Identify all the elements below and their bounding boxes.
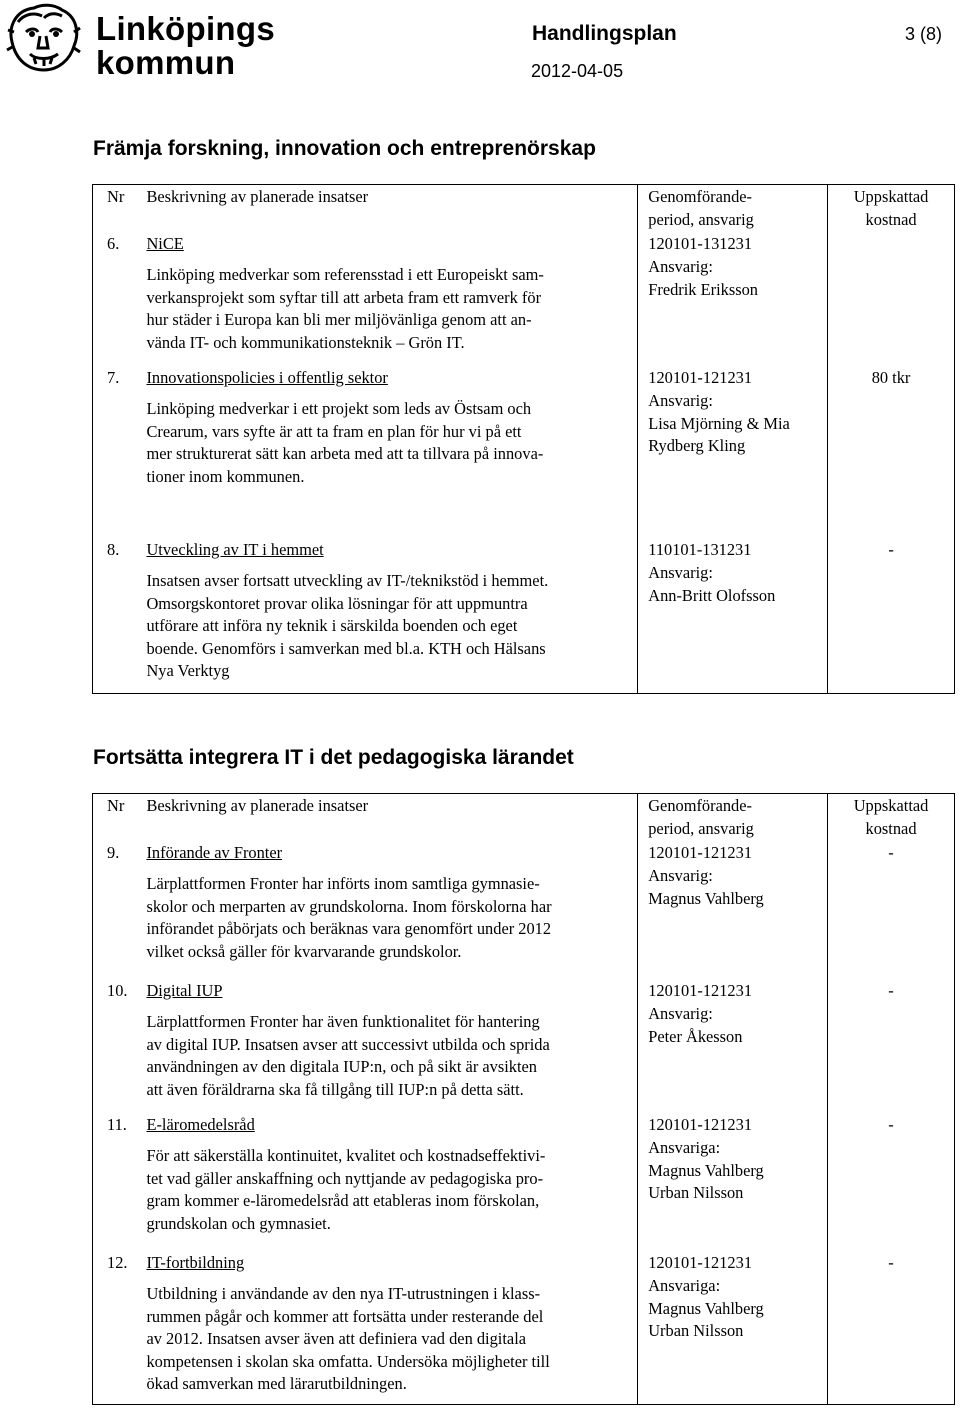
section-1-rows: [93, 233, 955, 694]
description-line: verkansprojekt som syftar till att arbeta fram ett ramverk för: [146, 287, 542, 307]
row-cost: -: [888, 980, 894, 1000]
row-number-cell: [93, 1114, 147, 1252]
table-row: [93, 980, 955, 1114]
description-line: att även föräldrarna ska få tillgång till IUP:n på detta sätt.: [146, 1079, 524, 1099]
row-period-cell: [638, 539, 828, 694]
row-number-cell: [93, 1252, 147, 1405]
row-number: 12.: [107, 1252, 128, 1272]
row-description-cell: [146, 980, 637, 1114]
row-period: 120101-131231: [648, 233, 753, 253]
row-period-cell: [638, 233, 828, 367]
responsible-label: Ansvariga:: [648, 1138, 721, 1157]
description-line: rummen pågår och kommer att fortsätta under resterande del: [146, 1306, 544, 1326]
row-description-cell: [146, 539, 637, 694]
row-cost: 80 tkr: [871, 367, 911, 387]
responsible-name: Urban Nilsson: [648, 1183, 744, 1202]
description-line: av digital IUP. Insatsen avser att successivt utbilda och sprida: [146, 1034, 550, 1054]
responsible-name: Magnus Vahlberg: [648, 1298, 764, 1318]
description-line: av 2012. Insatsen avser även att definiera vad den digitala: [146, 1329, 527, 1348]
document-title: Handlingsplan: [532, 22, 677, 45]
col-period-header-line-2: period, ansvarig: [648, 209, 754, 229]
col-desc-header: Beskrivning av planerade insatser: [146, 796, 369, 815]
responsible-name: Ann-Britt Olofsson: [648, 585, 776, 605]
brand-name: [96, 12, 275, 80]
row-cost-cell: [828, 1114, 955, 1252]
row-description: [146, 398, 637, 488]
description-line: Lärplattformen Fronter har även funktionalitet för hantering: [146, 1012, 540, 1031]
col-period-header: [638, 185, 828, 233]
col-cost-header: [828, 794, 955, 842]
row-cost-cell: [828, 842, 955, 980]
description-line: Crearum, vars syfte är att ta fram en plan för hur vi på ett: [146, 421, 522, 441]
row-description-cell: [146, 1252, 637, 1405]
row-period: 110101-131231: [648, 539, 752, 559]
description-line: Omsorgskontoret provar olika lösningar för att uppmuntra: [146, 593, 528, 613]
row-period-cell: [638, 367, 828, 539]
linkoping-lion-logo: [4, 2, 82, 74]
row-cost-cell: [828, 233, 955, 367]
row-period-cell: [638, 1114, 828, 1252]
description-line: gram kommer e-läromedelsråd att etableras inom förskolan,: [146, 1191, 540, 1210]
table-row: [93, 1252, 955, 1405]
description-line: vända IT- och kommunikationsteknik – Grön IT.: [146, 332, 465, 352]
table-header-row: [93, 794, 955, 842]
responsible-name: Lisa Mjörning & Mia: [648, 413, 790, 433]
description-line: tet vad gäller anskaffning och nyttjande av pedagogiska pro-: [146, 1168, 544, 1188]
row-number-cell: [93, 367, 147, 539]
responsible-label: Ansvariga:: [648, 1276, 721, 1295]
description-line: tioner inom kommunen.: [146, 466, 305, 486]
col-period-header-line-1: Genomförande-: [648, 187, 753, 206]
description-line: Linköping medverkar som referensstad i ett Europeiskt sam-: [146, 265, 544, 284]
description-line: vilket också gäller för kvarvarande grundskolor.: [146, 941, 462, 961]
table-row: [93, 1114, 955, 1252]
table-row: [93, 539, 955, 694]
col-cost-header-line-1: Uppskattad: [853, 187, 929, 206]
document-date: 2012-04-05: [531, 61, 624, 81]
row-title: Utveckling av IT i hemmet: [146, 539, 324, 559]
row-title: IT-fortbildning: [146, 1252, 245, 1272]
row-number-cell: [93, 842, 147, 980]
row-number: 10.: [107, 980, 128, 1000]
row-period: 120101-121231: [648, 1114, 753, 1134]
row-title: Innovationspolicies i offentlig sektor: [146, 367, 388, 387]
description-line: Utbildning i användande av den nya IT-utrustningen i klass-: [146, 1284, 541, 1303]
col-cost-header-line-1: Uppskattad: [853, 796, 929, 815]
row-number-cell: [93, 980, 147, 1114]
table-row: [93, 842, 955, 980]
description-line: För att säkerställa kontinuitet, kvalitet och kostnadseffektivi-: [146, 1146, 546, 1165]
brand-line-1: Linköpings: [96, 10, 275, 47]
row-cost: -: [888, 1114, 894, 1134]
col-desc-header: Beskrivning av planerade insatser: [146, 187, 369, 206]
section-1-table: [92, 184, 955, 694]
row-period: 120101-121231: [648, 842, 753, 862]
section-2-table: [92, 793, 955, 1405]
table-header-row: [93, 185, 955, 233]
row-cost: -: [888, 1252, 894, 1272]
responsible-label: Ansvarig:: [648, 1004, 713, 1023]
row-cost-cell: [828, 367, 955, 539]
row-number: 9.: [107, 842, 120, 862]
col-cost-header: [828, 185, 955, 233]
row-number: 6.: [107, 233, 120, 253]
description-line: boende. Genomförs i samverkan med bl.a. KTH och Hälsans: [146, 638, 546, 658]
row-description: [146, 1011, 637, 1101]
row-title: Digital IUP: [146, 980, 223, 1000]
row-description: [146, 570, 637, 683]
section-1-title: Främja forskning, innovation och entreprenörskap: [93, 137, 596, 160]
section-2-title: Fortsätta integrera IT i det pedagogiska lärandet: [93, 746, 574, 769]
row-cost-cell: [828, 539, 955, 694]
col-nr-header: Nr: [107, 796, 125, 815]
brand-line-2: kommun: [96, 44, 236, 81]
responsible-name: Rydberg Kling: [648, 436, 746, 455]
description-line: hur städer i Europa kan bli mer miljövänliga genom att an-: [146, 310, 532, 329]
responsible-label: Ansvarig:: [648, 563, 713, 582]
col-period-header: [638, 794, 828, 842]
row-number: 7.: [107, 367, 120, 387]
description-line: kompetensen i skolan ska omfatta. Undersöka möjligheter till: [146, 1351, 550, 1371]
responsible-label: Ansvarig:: [648, 257, 713, 276]
col-cost-header-line-2: kostnad: [865, 818, 917, 838]
description-line: mer strukturerat sätt kan arbeta med att ta tillvara på innova-: [146, 444, 544, 463]
row-period: 120101-121231: [648, 367, 753, 387]
responsible-label: Ansvarig:: [648, 391, 713, 410]
responsible-name: Urban Nilsson: [648, 1321, 744, 1340]
col-cost-header-line-2: kostnad: [865, 209, 917, 229]
row-description-cell: [146, 233, 637, 367]
row-period: 120101-121231: [648, 1252, 753, 1272]
description-line: Linköping medverkar i ett projekt som leds av Östsam och: [146, 399, 532, 418]
row-number-cell: [93, 539, 147, 694]
col-nr-header: Nr: [107, 187, 125, 206]
table-row: [93, 233, 955, 367]
description-line: Nya Verktyg: [146, 661, 230, 680]
row-description: [146, 1145, 637, 1235]
description-line: Lärplattformen Fronter har införts inom samtliga gymnasie-: [146, 874, 540, 893]
responsible-name: Magnus Vahlberg: [648, 1160, 764, 1180]
responsible-name: Peter Åkesson: [648, 1026, 743, 1046]
row-title: Införande av Fronter: [146, 842, 283, 862]
description-line: Insatsen avser fortsatt utveckling av IT-/teknikstöd i hemmet.: [146, 571, 549, 590]
row-description-cell: [146, 367, 637, 539]
row-number: 11.: [107, 1114, 127, 1134]
col-period-header-line-1: Genomförande-: [648, 796, 752, 815]
row-description: [146, 873, 637, 963]
row-number-cell: [93, 233, 147, 367]
row-number: 8.: [107, 539, 120, 559]
row-description-cell: [146, 1114, 637, 1252]
col-period-header-line-2: period, ansvarig: [648, 818, 754, 838]
row-title: E-läromedelsråd: [146, 1114, 255, 1134]
row-period-cell: [638, 1252, 828, 1405]
section-2-rows: [93, 842, 955, 1405]
row-title: NiCE: [146, 233, 184, 253]
row-cost: -: [888, 842, 894, 862]
description-line: utförare att införa ny teknik i särskilda boenden och eget: [146, 616, 518, 635]
row-period-cell: [638, 980, 828, 1114]
description-line: användningen av den digitala IUP:n, och på sikt är avsikten: [146, 1057, 537, 1076]
row-cost-cell: [828, 1252, 955, 1405]
row-description-cell: [146, 842, 637, 980]
responsible-label: Ansvarig:: [648, 866, 713, 885]
responsible-name: Magnus Vahlberg: [648, 888, 764, 908]
description-line: skolor och merparten av grundskolorna. Inom förskolorna har: [146, 896, 552, 916]
row-period: 120101-121231: [648, 980, 753, 1000]
table-row: [93, 367, 955, 539]
row-description: [146, 264, 637, 354]
row-period-cell: [638, 842, 828, 980]
row-cost-cell: [828, 980, 955, 1114]
row-description: [146, 1283, 637, 1396]
description-line: ökad samverkan med lärarutbildningen.: [146, 1374, 407, 1393]
responsible-name: Fredrik Eriksson: [648, 279, 758, 299]
row-cost: -: [888, 539, 894, 559]
description-line: införandet påbörjats och beräknas vara genomfört under 2012: [146, 919, 552, 938]
page-number: 3 (8): [905, 24, 943, 44]
description-line: grundskolan och gymnasiet.: [146, 1213, 331, 1233]
